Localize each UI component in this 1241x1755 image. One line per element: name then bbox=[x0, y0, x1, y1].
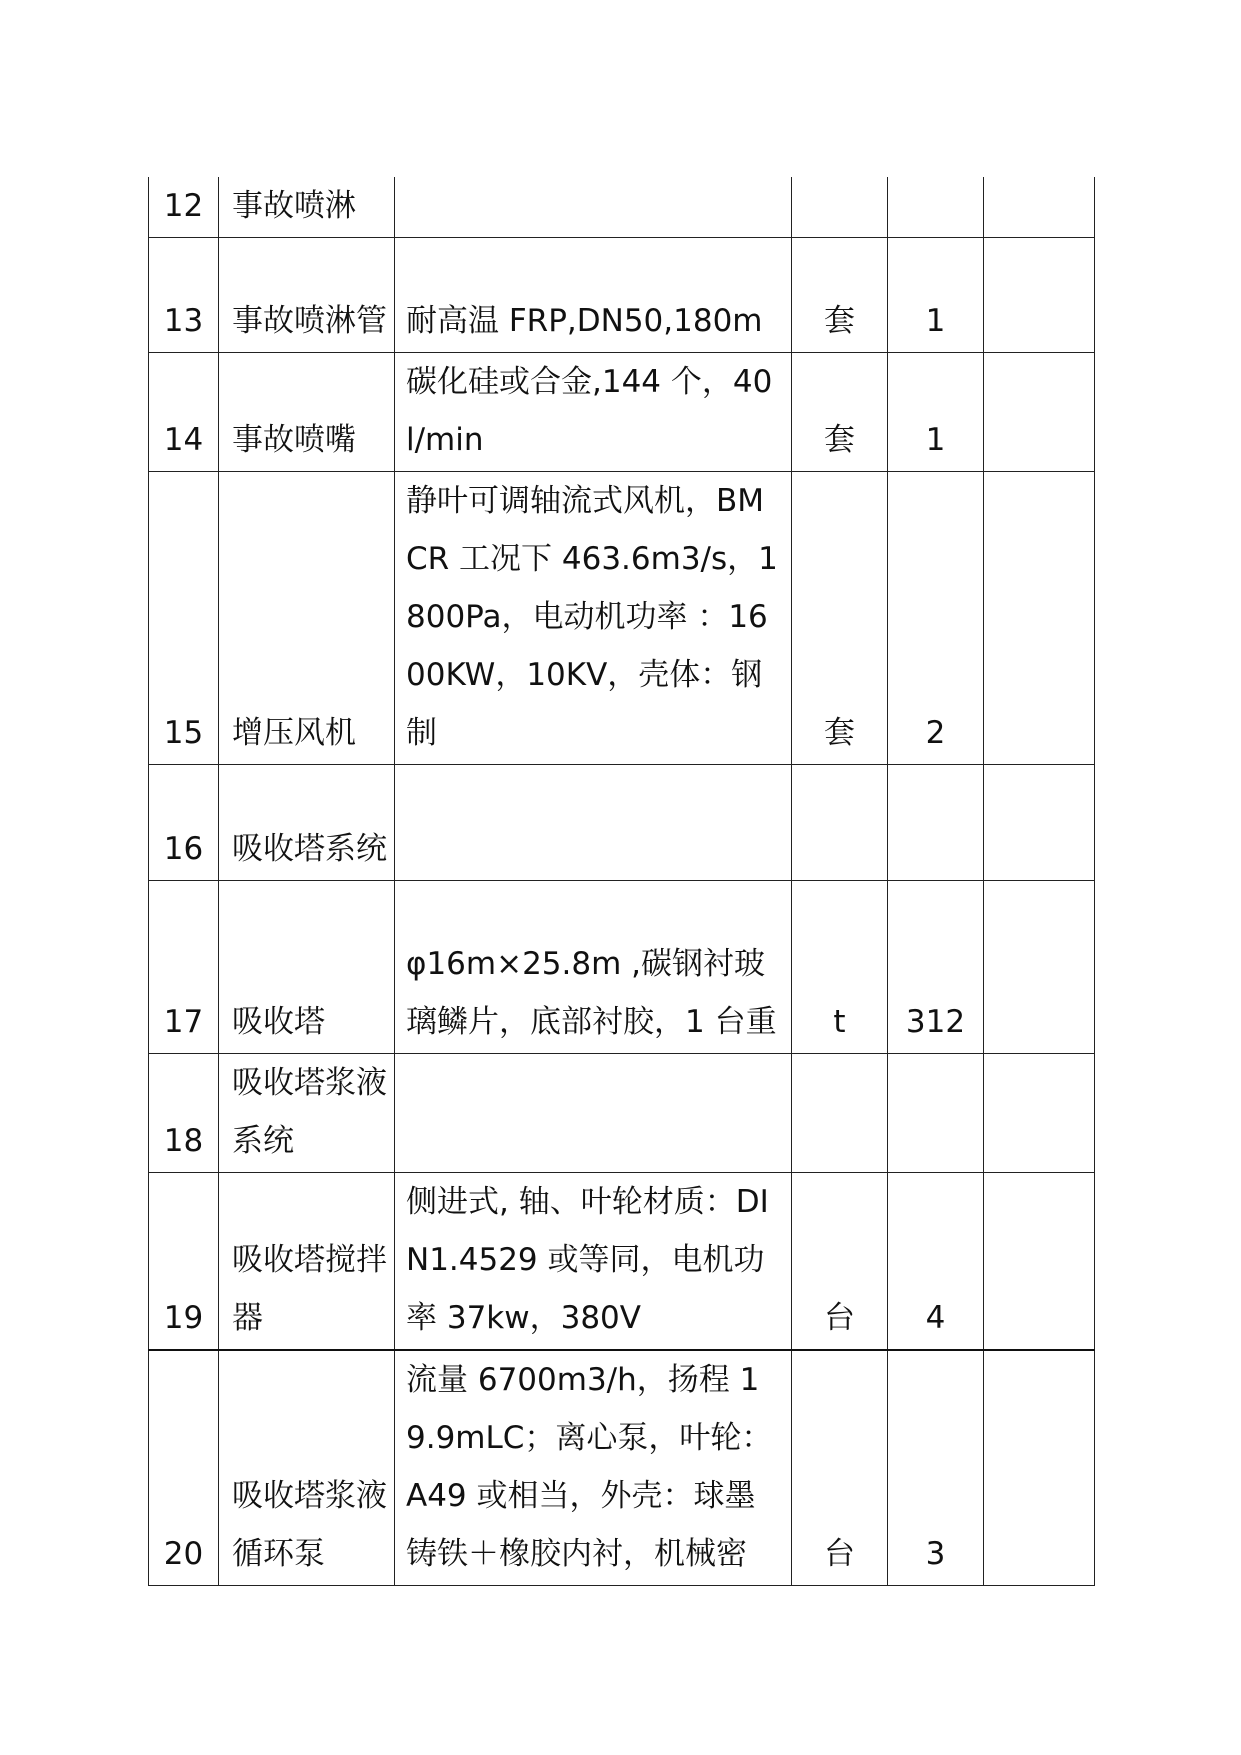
item-unit: 台 bbox=[792, 1173, 888, 1351]
item-unit: 套 bbox=[792, 472, 888, 765]
item-quantity: 1 bbox=[888, 353, 984, 472]
item-remark bbox=[984, 238, 1095, 353]
table-row bbox=[149, 353, 1095, 472]
item-name: 吸收塔浆液系统 bbox=[219, 1054, 395, 1173]
item-name: 事故喷嘴 bbox=[219, 353, 395, 472]
row-number: 20 bbox=[149, 1350, 219, 1586]
item-spec: φ16m×25.8m ,碳钢衬玻璃鳞片，底部衬胶，1 台重 bbox=[395, 881, 792, 1054]
item-spec bbox=[395, 177, 792, 238]
item-spec: 静叶可调轴流式风机，BMCR 工况下 463.6m3/s，1800Pa，电动机功率 ：1600KW，10KV，壳体：钢制 bbox=[395, 472, 792, 765]
row-number: 16 bbox=[149, 765, 219, 881]
table-row bbox=[149, 472, 1095, 765]
item-remark bbox=[984, 1350, 1095, 1586]
item-quantity: 3 bbox=[888, 1350, 984, 1586]
row-number: 12 bbox=[149, 177, 219, 238]
table-row bbox=[149, 177, 1095, 238]
item-spec: 碳化硅或合金,144 个，40l/min bbox=[395, 353, 792, 472]
item-spec: 流量 6700m3/h，扬程 19.9mLC；离心泵，叶轮：A49 或相当，外壳：球墨铸铁＋橡胶内衬，机械密 bbox=[395, 1350, 792, 1586]
item-spec bbox=[395, 765, 792, 881]
item-name: 吸收塔浆液循环泵 bbox=[219, 1350, 395, 1586]
item-quantity: 2 bbox=[888, 472, 984, 765]
row-number: 19 bbox=[149, 1173, 219, 1351]
item-spec bbox=[395, 1054, 792, 1173]
item-name: 事故喷淋管 bbox=[219, 238, 395, 353]
item-remark bbox=[984, 472, 1095, 765]
item-name: 增压风机 bbox=[219, 472, 395, 765]
item-remark bbox=[984, 765, 1095, 881]
item-unit bbox=[792, 177, 888, 238]
item-unit bbox=[792, 765, 888, 881]
item-unit: t bbox=[792, 881, 888, 1054]
equipment-table bbox=[148, 177, 1095, 1586]
table-row bbox=[149, 881, 1095, 1054]
row-number: 17 bbox=[149, 881, 219, 1054]
table-row bbox=[149, 1173, 1095, 1351]
item-quantity bbox=[888, 765, 984, 881]
item-unit: 套 bbox=[792, 353, 888, 472]
item-quantity: 1 bbox=[888, 238, 984, 353]
row-number: 14 bbox=[149, 353, 219, 472]
item-spec: 侧进式, 轴、叶轮材质：DIN1.4529 或等同，电机功率 37kw，380V bbox=[395, 1173, 792, 1351]
item-remark bbox=[984, 177, 1095, 238]
item-name: 吸收塔系统 bbox=[219, 765, 395, 881]
item-unit: 套 bbox=[792, 238, 888, 353]
table-row bbox=[149, 1054, 1095, 1173]
table-row bbox=[149, 238, 1095, 353]
item-unit: 台 bbox=[792, 1350, 888, 1586]
item-quantity: 312 bbox=[888, 881, 984, 1054]
item-quantity bbox=[888, 1054, 984, 1173]
item-spec: 耐高温 FRP,DN50,180m bbox=[395, 238, 792, 353]
row-number: 15 bbox=[149, 472, 219, 765]
item-quantity bbox=[888, 177, 984, 238]
item-remark bbox=[984, 1173, 1095, 1351]
item-name: 事故喷淋 bbox=[219, 177, 395, 238]
table-row bbox=[149, 765, 1095, 881]
item-quantity: 4 bbox=[888, 1173, 984, 1351]
item-name: 吸收塔 bbox=[219, 881, 395, 1054]
item-name: 吸收塔搅拌器 bbox=[219, 1173, 395, 1351]
row-number: 18 bbox=[149, 1054, 219, 1173]
item-remark bbox=[984, 353, 1095, 472]
table-row bbox=[149, 1350, 1095, 1586]
row-number: 13 bbox=[149, 238, 219, 353]
item-remark bbox=[984, 1054, 1095, 1173]
item-remark bbox=[984, 881, 1095, 1054]
item-unit bbox=[792, 1054, 888, 1173]
